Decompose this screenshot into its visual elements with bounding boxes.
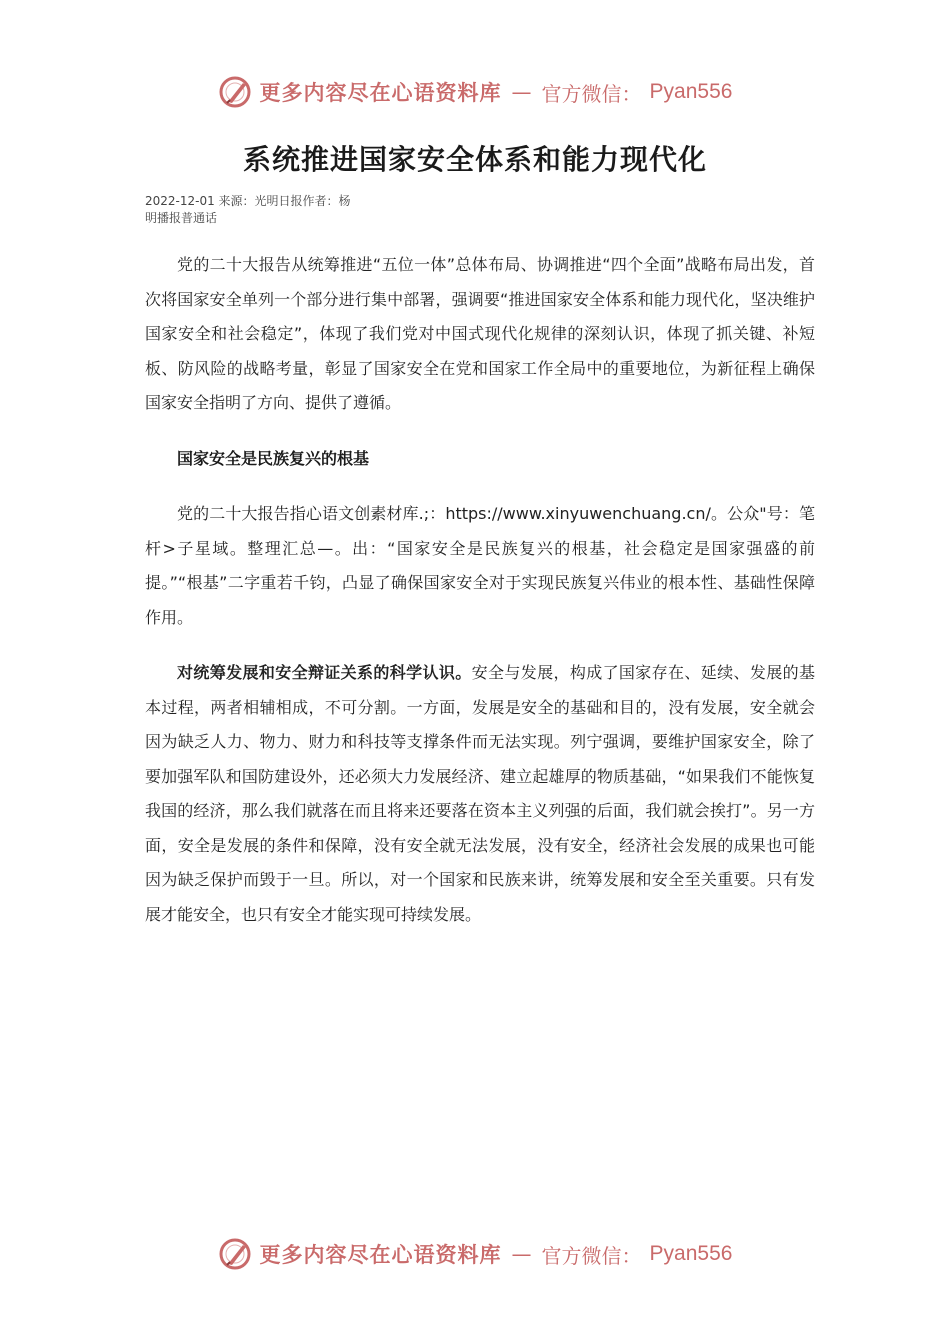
banner-text: 更多内容尽在心语资料库 [259,1242,502,1267]
section-heading: 国家安全是民族复兴的根基 [177,448,370,468]
article-body [145,248,815,953]
banner-separator: — [511,80,532,104]
article-title: 系统推进国家安全体系和能力现代化 [242,143,707,176]
banner-separator: — [511,1242,532,1266]
banner-wechat-id: Pyan556 [649,80,733,103]
paragraph-foundation: 党的二十大报告指心语文创素材库.;：https://www.xinyuwenchuang.cn/。公众"号：笔杆>子星域。整理汇总—。出：“国家安全是民族复兴的根基，社会稳定是国家强盛的前提。”“根基”二字重若千钧，凸显了确保国家安全对于实现民族复兴伟业的根本性、基础性保障作用。 [145,504,815,627]
bottom-banner [0,1234,950,1274]
paragraph-lead-bold: 对统筹发展和安全辩证关系的科学认识。 [177,663,472,682]
meta-line-broadcast: 明播报普通话 [145,211,218,225]
quill-seal-icon [218,75,252,109]
paragraph-intro: 党的二十大报告从统筹推进“五位一体”总体布局、协调推进“四个全面”战略布局出发，首次将国家安全单列一个部分进行集中部署，强调要“推进国家安全体系和能力现代化，坚决维护国家安全和社会稳定”，体现了我们党对中国式现代化规律的深刻认识，体现了抓关键、补短板、防风险的战略考量，彰显了国家安全在党和国家工作全局中的重要地位，为新征程上确保国家安全指明了方向、提供了遵循。 [145,255,815,412]
meta-line-date-source: 2022-12-01 来源：光明日报作者：杨 [145,194,351,208]
banner-wechat-id: Pyan556 [649,1242,733,1265]
banner-wechat-label: 官方微信： [541,81,642,106]
top-banner [0,72,950,112]
paragraph-development-security [145,656,815,932]
paragraph-body-text: 安全与发展，构成了国家存在、延续、发展的基本过程，两者相辅相成，不可分割。一方面，发展是安全的基础和目的，没有发展，安全就会因为缺乏人力、物力、财力和科技等支撑条件而无法实现。列宁强调，要维护国家安全，除了要加强军队和国防建设外，还必须大力发展经济、建立起雄厚的物质基础，“如果我们不能恢复我国的经济，那么我们就落在而且将来还要落在资本主义列强的后面，我们就会挨打”。另一方面，安全是发展的条件和保障，没有安全就无法发展，没有安全，经济社会发展的成果也可能因为缺乏保护而毁于一旦。所以，对一个国家和民族来讲，统筹发展和安全至关重要。只有发展才能安全，也只有安全才能实现可持续发展。 [145,663,815,924]
quill-seal-icon [218,1237,252,1271]
banner-text: 更多内容尽在心语资料库 [259,80,502,105]
banner-wechat-label: 官方微信： [541,1243,642,1268]
article-meta [145,193,385,227]
